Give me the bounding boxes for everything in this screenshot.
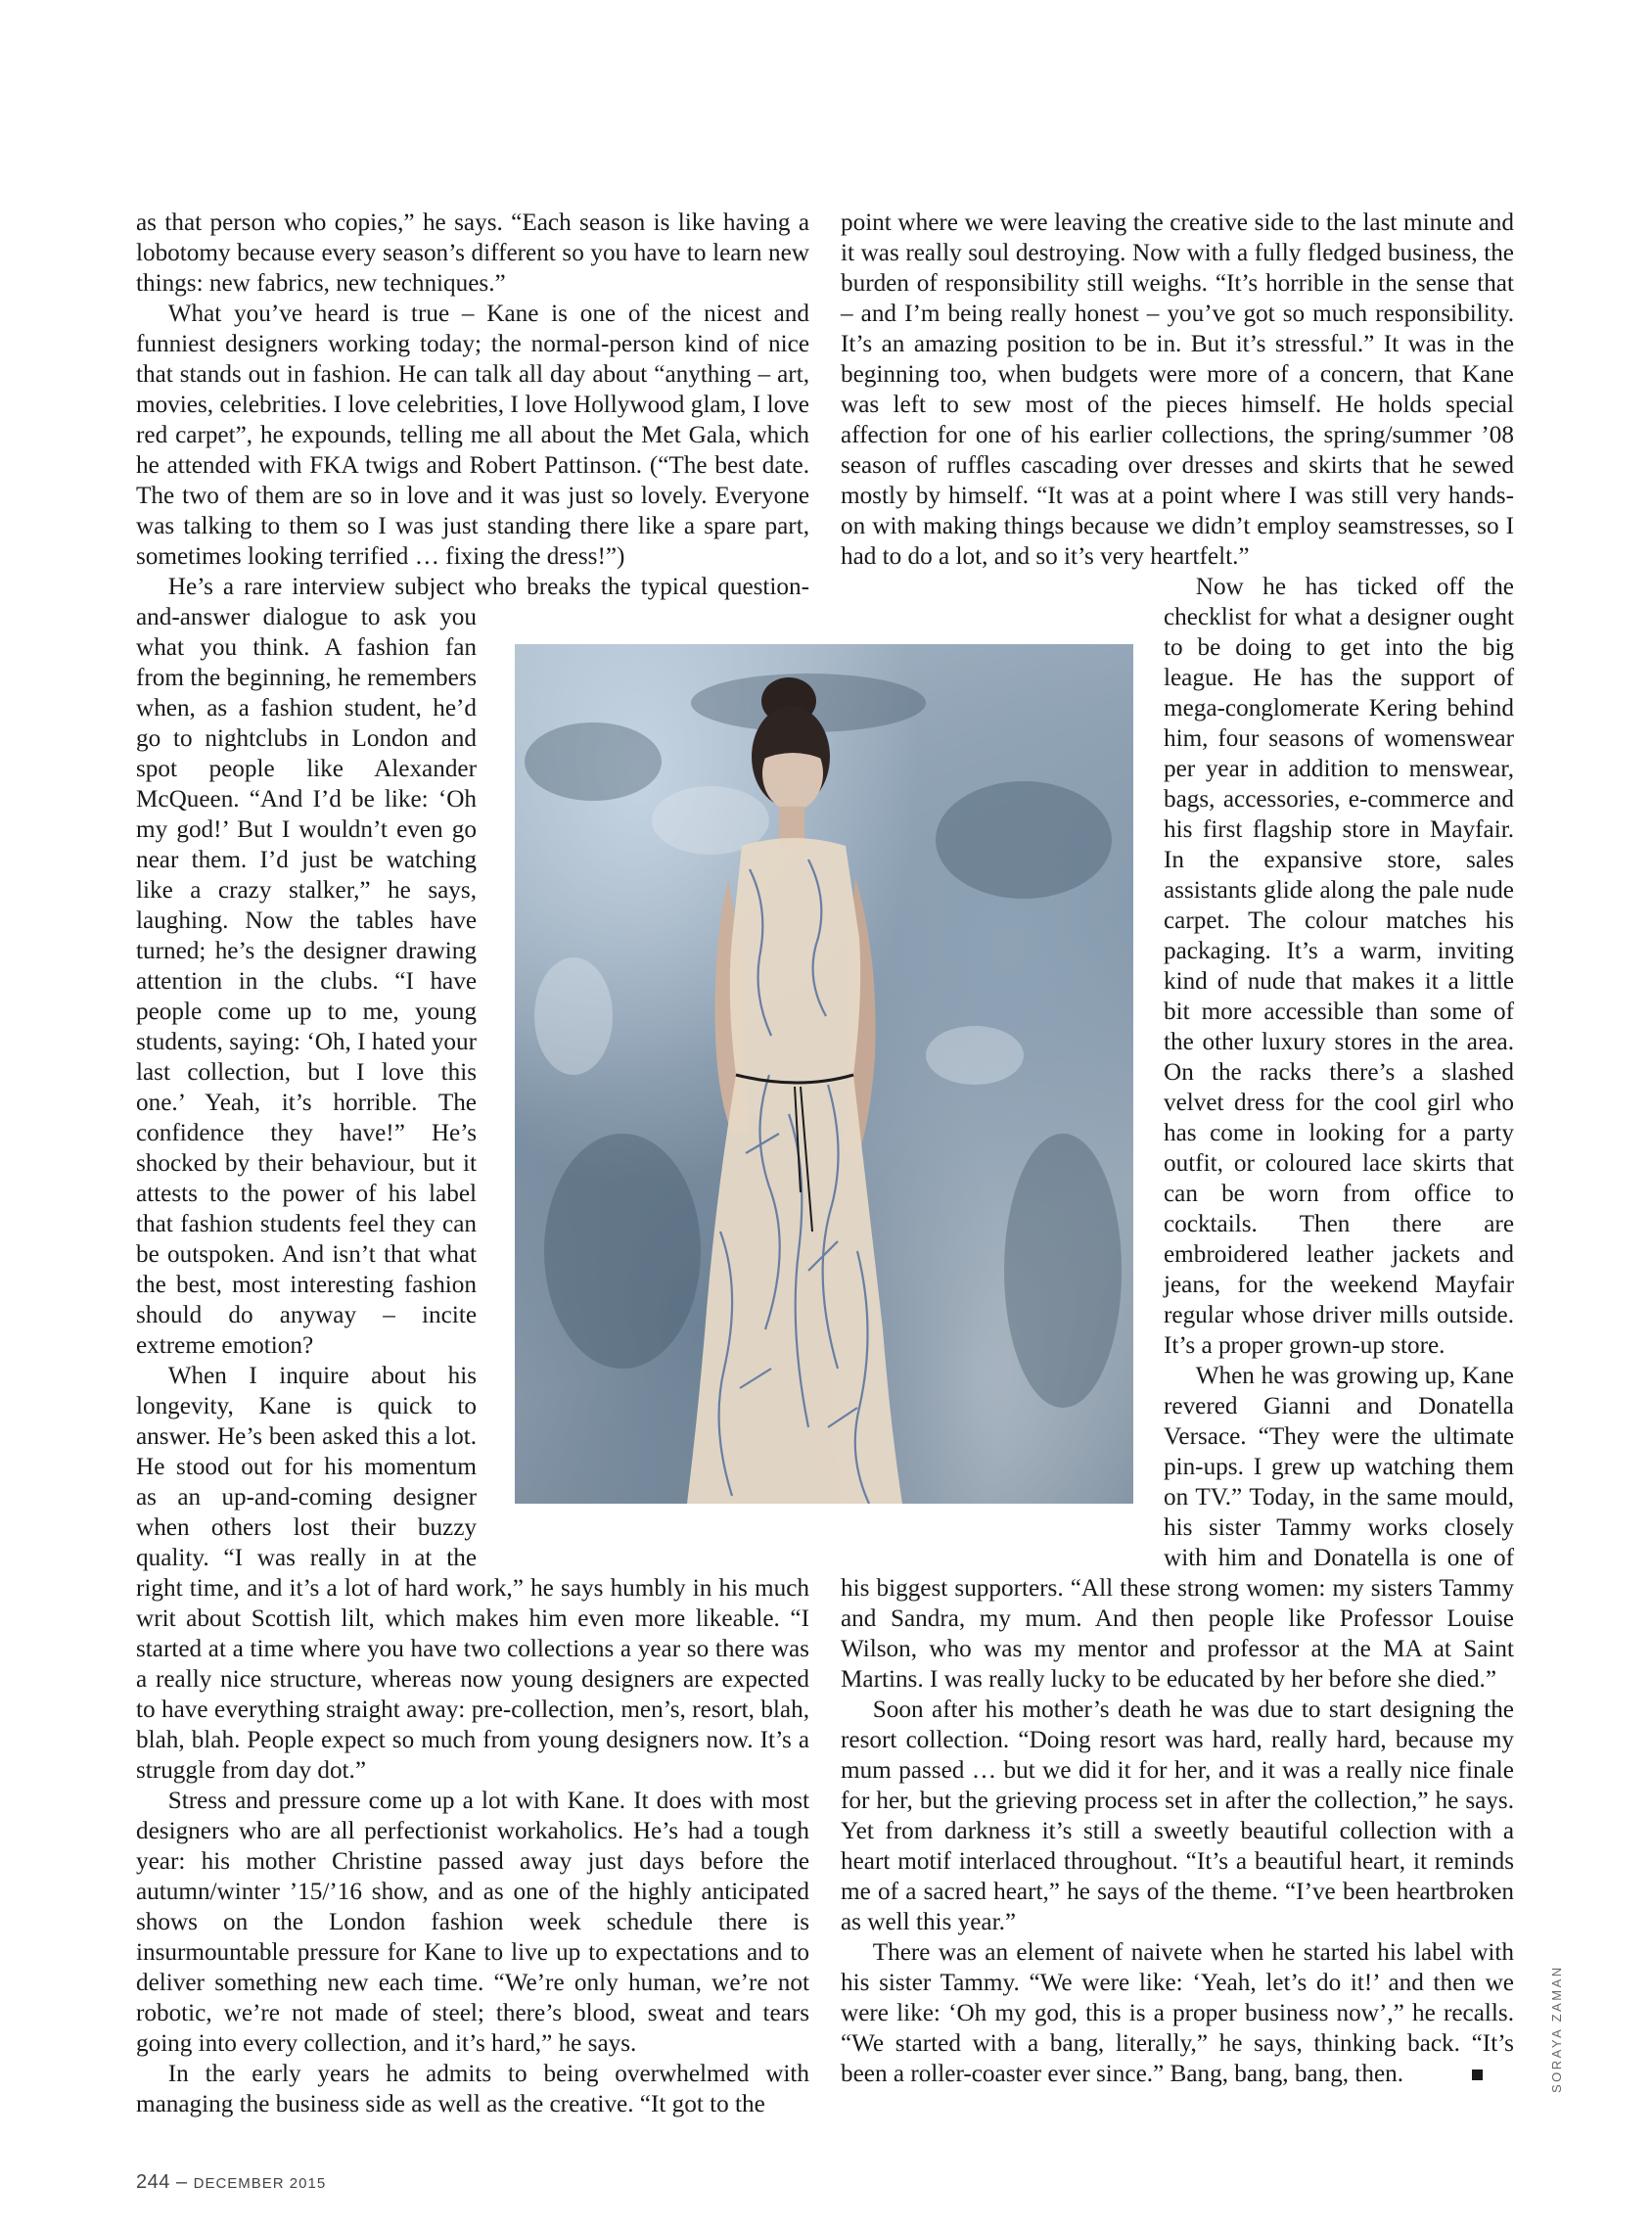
paragraph: [841, 1937, 1514, 2089]
paragraph: point where we were leaving the creative side to the last minute and it was really soul destroying. Now with a fully fledged business, the burden of responsibility still weighs. “It’s horrible in the sense that – and I’m being really honest – you’ve got so much responsibility. It’s an amazing position to be in. But it’s stressful.” It was in the beginning too, when budgets were more of a concern, that Kane was left to sew most of the pieces himself. He holds special affection for one of his earlier collections, the spring/summer ’08 season of ruffles cascading over dresses and skirts that he sewed mostly by himself. “It was at a point where I was still very hands-on with making things because we didn’t employ seamstresses, so I had to do a lot, and so it’s very heartfelt.”: [841, 209, 1514, 570]
photo-credit: [1545, 1929, 1569, 2095]
paragraph-text: There was an element of naivete when he started his label with his sister Tammy. “We were like: ‘Yeah, let’s do it!’ and then we were like: ‘Oh my god, this is a proper business now’,” he recalls. “We started with a bang, literally,” he says, thinking back. “It’s been a roller-coaster ever since.” Bang, bang, bang, then.: [841, 1939, 1514, 2087]
page-number: 244: [136, 2171, 170, 2193]
paragraph: as that person who copies,” he says. “Each season is like having a lobotomy because every season’s different so you have to learn new things: new fabrics, new techniques.”: [136, 209, 809, 297]
issue-date: DECEMBER 2015: [193, 2175, 327, 2192]
paragraph: Now he has ticked off the checklist for what a designer ought to be doing to get into the big league. He has the support of mega-conglomerate Kering behind him, four seasons of womenswear per year in addition to menswear, bags, accessories, e-commerce and his first flagship store in Mayfair. In the expansive store, sales assistants glide along the pale nude carpet. The colour matches his packaging. It’s a warm, inviting kind of nude that makes it a little bit more accessible than some of the other luxury stores in the area. On the racks there’s a slashed velvet dress for the cool girl who has come in looking for a party outfit, or coloured lace skirts that can be worn from office to cocktails. Then there are embroidered leather jackets and jeans, for the weekend Mayfair regular whose driver mills outside. It’s a proper grown-up store.: [1164, 574, 1514, 1359]
footer-dash: –: [175, 2171, 188, 2193]
paragraph: In the early years he admits to being overwhelmed with managing the business side as well as the creative. “It got to the: [136, 2061, 809, 2117]
paragraph: Soon after his mother’s death he was due to start designing the resort collection. “Doing resort was hard, really hard, because my mum passed … but we did it for her, and it was a really nice finale for her, but the grieving process set in after the collection,” he says. Yet from darkness it’s still a sweetly beautiful collection with a heart motif interlaced throughout. “It’s a beautiful heart, it reminds me of a sacred heart,” he says of the theme. “I’ve been heartbroken as well this year.”: [841, 1697, 1514, 1935]
paragraph: What you’ve heard is true – Kane is one of the nicest and funniest designers working today; the normal-person kind of nice that stands out in fashion. He can talk all day about “anything – art, movies, celebrities. I love celebrities, I love Hollywood glam, I love red carpet”, he expounds, telling me all about the Met Gala, which he attended with FKA twigs and Robert Pattinson. (“The best date. The two of them are so in love and it was just so lovely. Everyone was talking to them so I was just standing there like a spare part, sometimes looking terrified … fixing the dress!”): [136, 301, 809, 570]
fashion-photo: [515, 644, 1133, 1504]
end-mark: [1472, 2069, 1483, 2080]
page-footer: [136, 2171, 326, 2194]
paragraph: Stress and pressure come up a lot with Kane. It does with most designers who are all perfectionist workaholics. He’s had a tough year: his mother Christine passed away just days before the autumn/winter ’15/’16 show, and as one of the highly anticipated shows on the London fashion week schedule there is insurmountable pressure for Kane to live up to expectations and to deliver something new each time. “We’re only human, we’re not robotic, we’re not made of steel; there’s blood, sweat and tears going into every collection, and it’s hard,” he says.: [136, 1788, 809, 2057]
paragraph: When I inquire about his longevity, Kane is quick to answer. He’s been asked this a lot. He stood out for his momentum as an up-and-coming designer when others lost their buzzy quality. “I was really in at the right time, and it’s a lot of hard work,” he says humbly in his much writ about Scottish lilt, which makes him even more likeable. “I started at a time where you have two collections a year so there was a really nice structure, whereas now young designers are expected to have everything straight away: pre-collection, men’s, resort, blah, blah, blah. People expect so much from young designers now. It’s a struggle from day dot.”: [136, 1363, 809, 1784]
paragraph: When he was growing up, Kane revered Gianni and Donatella Versace. “They were the ultimate pin-ups. I grew up watching them on TV.” Today, in the same mould, his sister Tammy works closely with him and Donatella is one of his biggest supporters. “All these strong women: my sisters Tammy and Sandra, my mum. And then people like Professor Louise Wilson, who was my mentor and professor at the MA at Saint Martins. I was really lucky to be educated by her before she died.”: [841, 1363, 1514, 1693]
photo-credit-text: SORAYA ZAMAN: [1549, 1965, 1564, 2093]
photo-illustration: [515, 644, 1133, 1504]
paragraph: He’s a rare interview subject who breaks the typical question-and-answer dialogue to ask you what you think. A fashion fan from the beginning, he remembers when, as a fashion student, he’d go to nightclubs in London and spot people like Alexander McQueen. “And I’d be like: ‘Oh my god!’ But I wouldn’t even go near them. I’d just be watching like a crazy stalker,” he says, laughing. Now the tables have turned; he’s the designer drawing attention in the clubs. “I have people come up to me, young students, saying: ‘Oh, I hated your last collection, but I love this one.’ Yeah, it’s horrible. The confidence they have!” He’s shocked by their behaviour, but it attests to the power of his label that fashion students feel they can be outspoken. And isn’t that what the best, most interesting fashion should do anyway – incite extreme emotion?: [136, 574, 809, 1359]
